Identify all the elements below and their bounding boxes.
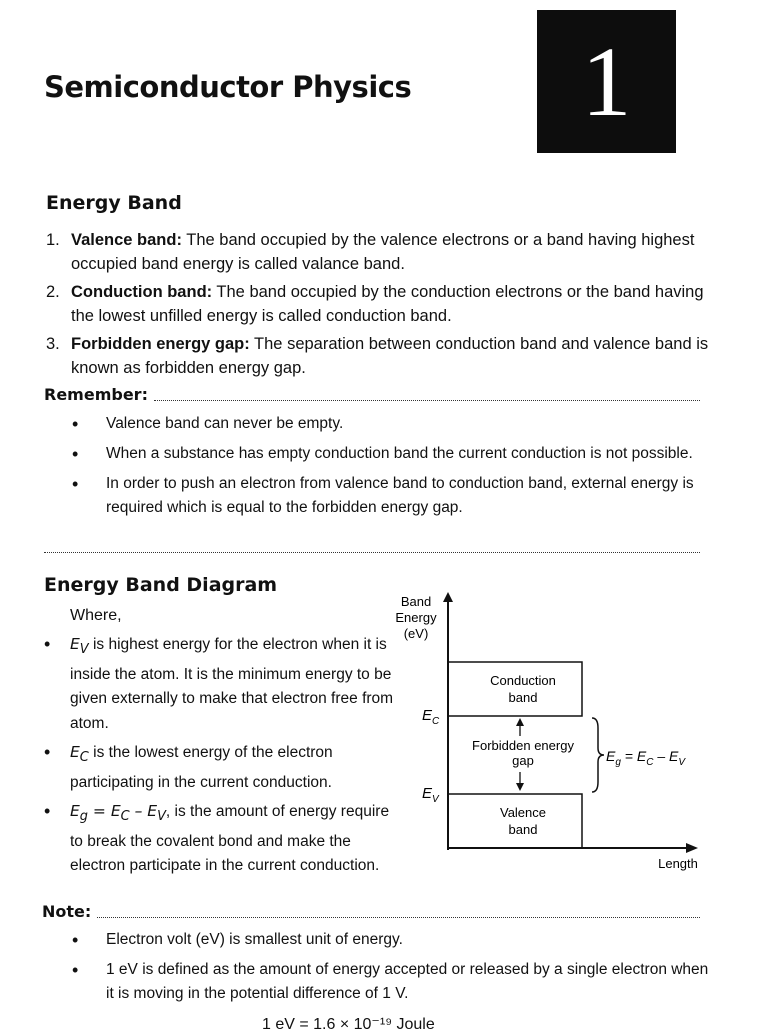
y-axis-arrow-icon <box>443 592 453 602</box>
energy-band-figure <box>380 588 720 878</box>
x-axis-arrow-icon <box>686 843 698 853</box>
conduction-band-label-line2: band <box>508 690 538 705</box>
valence-band-label-line2: band <box>508 822 538 837</box>
dotted-divider <box>44 552 700 553</box>
y-axis-label-line2: Energy <box>395 610 437 625</box>
gap-brace <box>592 718 604 792</box>
list-item: • Electron volt (eV) is smallest unit of energy. <box>72 928 712 952</box>
item-text: The band occupied by the valence electrons or a band having highest occupied band energy is called valance band. <box>71 231 695 273</box>
energy-band-diagram-text <box>44 604 404 883</box>
chapter-number: 1 <box>581 25 632 137</box>
ec-label: $E_C$ <box>422 707 440 727</box>
ev-label: $E_V$ <box>422 785 439 805</box>
list-item <box>46 280 710 328</box>
dotted-rule <box>154 400 700 401</box>
y-axis-label-line3: (eV) <box>403 626 429 641</box>
note-label-row <box>42 902 700 921</box>
remember-label: Remember: <box>44 385 148 404</box>
energy-band-heading: Energy Band <box>46 192 182 214</box>
arrow-down-icon <box>516 783 524 791</box>
equation-subscript: V <box>157 809 166 825</box>
valence-band-box <box>448 794 582 848</box>
item-number: 2. <box>46 283 60 301</box>
remember-list <box>72 412 712 526</box>
eg-equation: $E_g = E_C - E_V$ <box>606 748 686 768</box>
valence-band-label-line1: Valence <box>499 805 547 820</box>
forbidden-gap-label-line1: Forbidden energy <box>472 738 574 753</box>
list-item <box>46 332 710 380</box>
symbol: E <box>70 802 80 821</box>
arrow-up-icon <box>516 718 524 726</box>
symbol-subscript: V <box>79 642 89 658</box>
list-item: • Valence band can never be empty. <box>72 412 712 436</box>
item-number: 3. <box>46 335 60 353</box>
y-axis-label-line1: Band <box>400 594 432 609</box>
item-text: is highest energy for the electron when it is inside the atom. It is the minimum energy to be given externally to make that electron free from atom. <box>70 636 394 732</box>
dotted-rule <box>97 917 700 918</box>
list-item: • In order to push an electron from valence band to conduction band, external energy is required which is equal to the forbidden energy gap. <box>72 472 712 520</box>
conduction-band-label-line1: Conduction <box>490 673 556 688</box>
chapter-number-badge <box>537 10 676 153</box>
list-item <box>44 799 404 879</box>
remember-label-row <box>44 385 700 404</box>
energy-band-list <box>46 228 710 384</box>
equation-part: = E <box>88 802 121 821</box>
item-number: 1. <box>46 231 60 249</box>
note-list <box>72 928 712 1012</box>
x-axis-label: Length <box>658 856 698 871</box>
symbol: E <box>70 743 80 762</box>
list-item <box>44 632 404 736</box>
equation-part: – E <box>129 802 158 821</box>
forbidden-gap-label-line2: gap <box>512 753 534 768</box>
item-term: Valence band: <box>71 231 182 249</box>
list-item: • 1 eV is defined as the amount of energy accepted or released by a single electron when it is moving in the potential difference of 1 V. <box>72 958 712 1006</box>
item-text: The band occupied by the conduction electrons or the band having the lowest unfilled energy is called conduction band. <box>71 283 704 325</box>
symbol: E <box>70 635 80 653</box>
item-text: is the lowest energy of the electron participating in the current conduction. <box>70 744 333 791</box>
where-label: Where, <box>70 607 122 624</box>
item-term: Forbidden energy gap: <box>71 335 250 353</box>
chapter-title: Semiconductor Physics <box>44 70 412 104</box>
equation-subscript: C <box>120 809 130 825</box>
energy-band-diagram-heading: Energy Band Diagram <box>44 574 278 596</box>
symbol-subscript: g <box>79 809 88 825</box>
ev-formula: 1 eV = 1.6 × 10⁻¹⁹ Joule <box>262 1016 435 1033</box>
conduction-band-box <box>448 662 582 716</box>
item-text: , is the amount of energy require to break the covalent bond and make the electron participate in the current conduction. <box>70 803 390 875</box>
list-item: • When a substance has empty conduction band the current conduction is not possible. <box>72 442 712 466</box>
list-item <box>44 740 404 795</box>
symbol-subscript: C <box>79 750 89 766</box>
list-item <box>46 228 710 276</box>
item-term: Conduction band: <box>71 283 213 301</box>
item-text: The separation between conduction band and valence band is known as forbidden energy gap. <box>71 335 709 377</box>
note-label: Note: <box>42 902 92 921</box>
